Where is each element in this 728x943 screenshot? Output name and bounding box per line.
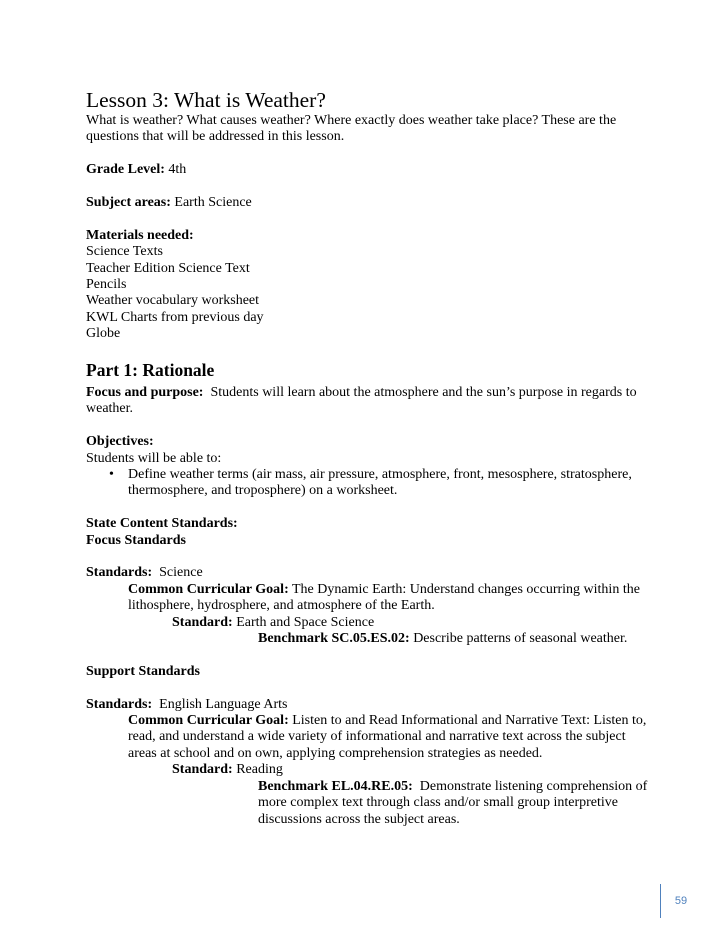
materials-item: Globe — [86, 326, 121, 342]
ela-standard-value: Reading — [236, 762, 283, 778]
science-standards-value: Science — [159, 565, 203, 581]
grade-level-value: 4th — [168, 162, 187, 178]
science-standard — [86, 615, 656, 631]
ela-benchmark-label: Benchmark EL.04.RE.05: — [258, 778, 413, 794]
ela-goal-label: Common Curricular Goal: — [128, 713, 289, 729]
ela-standards — [86, 697, 656, 713]
focus-purpose — [86, 385, 656, 418]
ela-goal — [86, 713, 656, 762]
objectives-label: Objectives: — [86, 434, 154, 450]
materials-list — [86, 244, 656, 342]
science-goal-text: The Dynamic Earth: Understand changes occurring within the lithosphere, hydrosphere, and atmosphere of the Earth. — [128, 581, 640, 614]
part1-heading: Part 1: Rationale — [86, 360, 215, 381]
focus-purpose-text: Students will learn about the atmosphere and the sun’s purpose in regards to weather. — [86, 385, 637, 417]
subject-areas — [86, 195, 656, 211]
ela-benchmark-text: Demonstrate listening comprehension of more complex text through class and/or small group interpretive discussions across the subject areas. — [258, 778, 648, 827]
science-standard-label: Standard: — [172, 614, 233, 630]
materials-item: Teacher Edition Science Text — [86, 260, 250, 276]
ela-standards-value: English Language Arts — [159, 696, 288, 712]
science-standard-value: Earth and Space Science — [236, 614, 375, 630]
ela-standard — [86, 762, 656, 778]
ela-standard-label: Standard: — [172, 762, 233, 778]
lesson-intro: What is weather? What causes weather? Where exactly does weather take place? These are the questions that will be addressed in this lesson. — [86, 113, 617, 145]
materials-item: KWL Charts from previous day — [86, 309, 264, 325]
subject-areas-value: Earth Science — [174, 195, 252, 210]
materials-item: Science Texts — [86, 244, 163, 260]
focus-purpose-label: Focus and purpose: — [86, 385, 204, 401]
science-benchmark-text: Describe patterns of seasonal weather. — [413, 631, 628, 647]
lesson-title: Lesson 3: What is Weather? — [86, 88, 326, 112]
science-benchmark — [86, 631, 656, 647]
page-number: 59 — [660, 884, 701, 918]
ela-standards-label: Standards: — [86, 696, 153, 712]
ela-goal-text: Listen to and Read Informational and Narrative Text: Listen to, read, and understand a wide variety of informational and narrative text across the subject areas at school and on own, applying comprehension strategies as needed. — [128, 713, 647, 761]
science-goal-label: Common Curricular Goal: — [128, 581, 289, 597]
objectives-list — [86, 467, 656, 500]
document-page — [86, 88, 656, 828]
objectives-intro: Students will be able to: — [86, 450, 222, 466]
science-standards-label: Standards: — [86, 565, 153, 581]
materials-item: Pencils — [86, 277, 127, 293]
focus-standards-label: Focus Standards — [86, 532, 186, 548]
subject-areas-label: Subject areas: — [86, 195, 171, 210]
ela-benchmark — [86, 779, 656, 828]
materials-item: Weather vocabulary worksheet — [86, 293, 260, 309]
objective-item: • Define weather terms (air mass, air pressure, atmosphere, front, mesosphere, stratosphere, thermosphere, and troposphere) on a worksheet. — [128, 467, 656, 500]
state-standards-label: State Content Standards: — [86, 516, 238, 532]
grade-level — [86, 162, 656, 178]
science-benchmark-label: Benchmark SC.05.ES.02: — [258, 631, 410, 647]
materials-label: Materials needed: — [86, 227, 194, 243]
support-standards-label: Support Standards — [86, 663, 200, 679]
science-goal — [86, 582, 656, 615]
science-standards — [86, 565, 656, 581]
grade-level-label: Grade Level: — [86, 162, 165, 178]
